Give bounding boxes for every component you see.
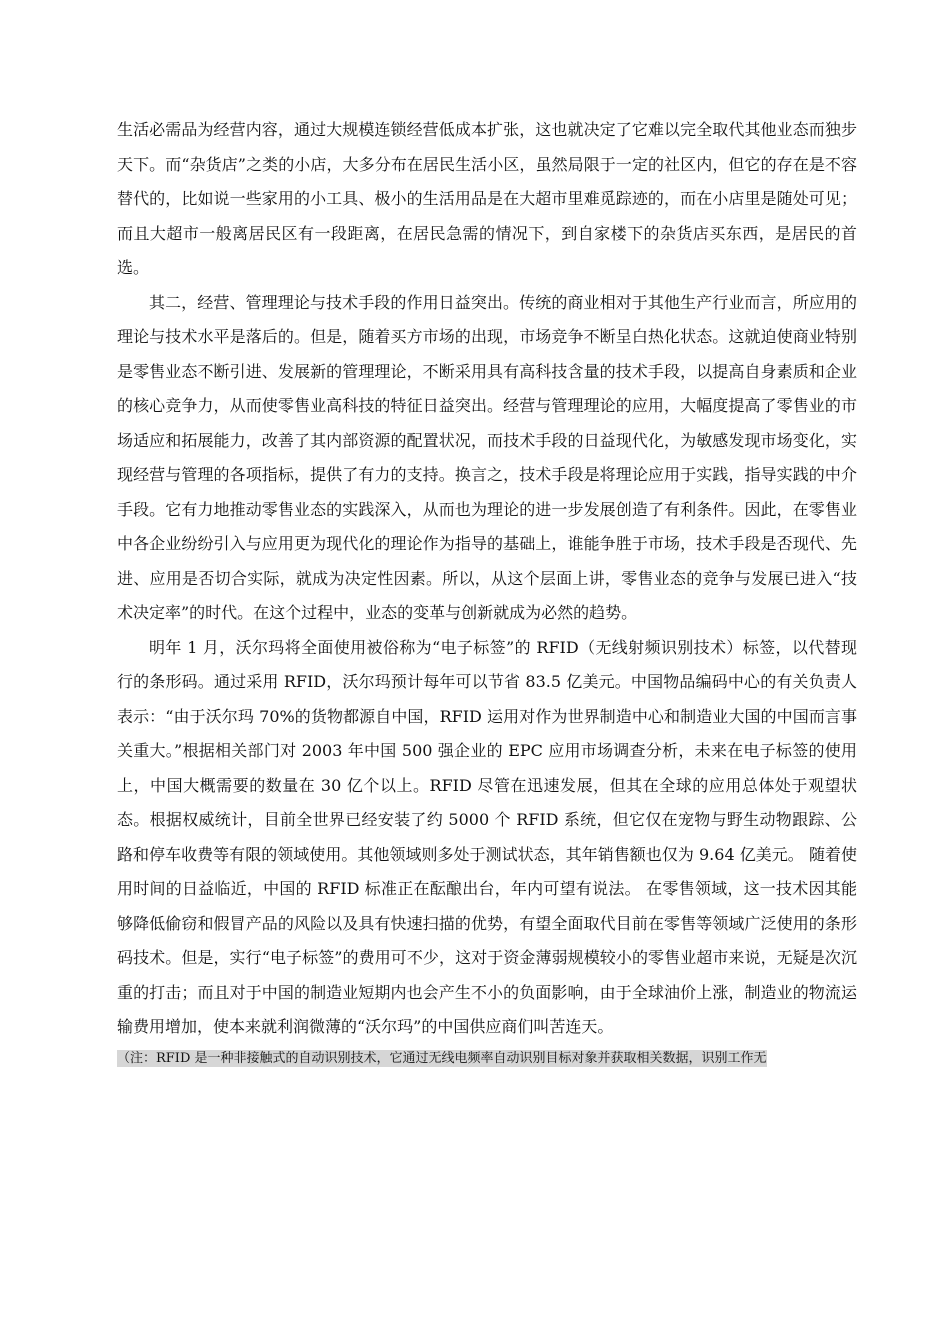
- document-page: [117, 113, 857, 1070]
- paragraph-2: 其二，经营、管理理论与技术手段的作用日益突出。传统的商业相对于其他生产行业而言，所应用的理论与技术水平是落后的。但是，随着买方市场的出现，市场竞争不断呈白热化状态。这就迫使商业特别是零售业态不断引进、发展新的管理理论，不断采用具有高科技含量的技术手段，以提高自身素质和企业的核心竞争力，从而使零售业高科技的特征日益突出。经营与管理理论的应用，大幅度提高了零售业的市场适应和拓展能力，改善了其内部资源的配置状况，而技术手段的日益现代化，为敏感发现市场变化，实现经营与管理的各项指标，提供了有力的支持。换言之，技术手段是将理论应用于实践，指导实践的中介手段。它有力地推动零售业态的实践深入，从而也为理论的进一步发展创造了有利条件。因此，在零售业中各企业纷纷引入与应用更为现代化的理论作为指导的基础上，谁能争胜于市场，技术手段是否现代、先进、应用是否切合实际，就成为决定性因素。所以，从这个层面上讲，零售业态的竞争与发展已进入“技术决定率”的时代。在这个过程中，业态的变革与创新就成为必然的趋势。: [117, 292, 857, 622]
- paragraph-3: 明年 1 月，沃尔玛将全面使用被俗称为“电子标签”的 RFID（无线射频识别技术）标签，以代替现行的条形码。通过采用 RFID，沃尔玛预计每年可以节省 83.5 亿美元。中国物品编码中心的有关负责人表示：“由于沃尔玛 70%的货物都源自中国，RFID 运用对作为世界制造中心和制造业大国的中国而言事关重大。”根据相关部门对 2003 年中国 500 强企业的 EPC 应用市场调查分析，未来在电子标签的使用上，中国大概需要的数量在 30 亿个以上。RFID 尽管在迅速发展，但其在全球的应用总体处于观望状态。根据权威统计，目前全世界已经安装了约 5000 个 RFID 系统，但它仅在宠物与野生动物跟踪、公路和停车收费等有限的领域使用。其他领域则多处于测试状态，其年销售额也仅为 9.64 亿美元。 随着使用时间的日益临近，中国的 RFID 标准正在酝酿出台，年内可望有说法。 在零售领域，这一技术因其能够降低偷窃和假冒产品的风险以及具有快速扫描的优势，有望全面取代目前在零售等领域广泛使用的条形码技术。但是，实行“电子标签”的费用可不少，这对于资金薄弱规模较小的零售业超市来说，无疑是次沉重的打击；而且对于中国的制造业短期内也会产生不小的负面影响，由于全球油价上涨，制造业的物流运输费用增加，使本来就利润微薄的“沃尔玛”的中国供应商们叫苦连天。: [117, 637, 857, 1036]
- paragraph-1: 生活必需品为经营内容，通过大规模连锁经营低成本扩张，这也就决定了它难以完全取代其他业态而独步天下。而“杂货店”之类的小店，大多分布在居民生活小区，虽然局限于一定的社区内，但它的存在是不容替代的，比如说一些家用的小工具、极小的生活用品是在大超市里难觅踪迹的，而在小店里是随处可见；而且大超市一般离居民区有一段距离，在居民急需的情况下，到自家楼下的杂货店买东西，是居民的首选。: [117, 120, 857, 277]
- footnote-text: （注：RFID 是一种非接触式的自动识别技术，它通过无线电频率自动识别目标对象并获取相关数据，识别工作无: [117, 1050, 767, 1066]
- footnote: [117, 1048, 839, 1070]
